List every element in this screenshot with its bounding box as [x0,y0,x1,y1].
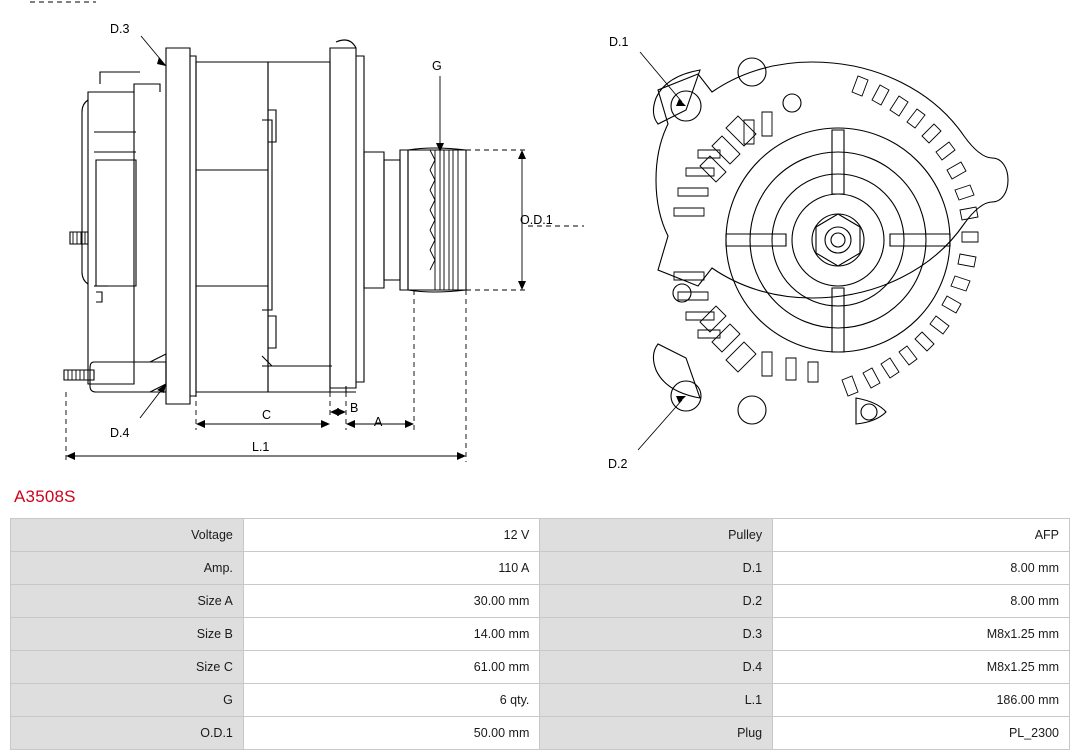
spec-label: D.3 [540,618,773,651]
spec-value: AFP [773,519,1070,552]
callout-d1: D.1 [609,35,629,49]
spec-label: Size C [11,651,244,684]
table-row [11,684,1070,717]
callout-c: C [262,408,272,422]
spec-label: Plug [540,717,773,750]
spec-value: 6 qty. [243,684,540,717]
spec-value: M8x1.25 mm [773,651,1070,684]
alternator-front-view [653,58,1008,424]
side-view-annotations [66,22,584,462]
spec-value: 8.00 mm [773,552,1070,585]
callout-b: B [350,401,359,415]
callout-l1: L.1 [252,440,270,454]
spec-label: Voltage [11,519,244,552]
table-row [11,651,1070,684]
callout-d3: D.3 [110,22,130,36]
callout-a: A [374,415,383,429]
spec-value: 50.00 mm [243,717,540,750]
spec-label: Pulley [540,519,773,552]
spec-value: 186.00 mm [773,684,1070,717]
table-row [11,618,1070,651]
spec-label: Size B [11,618,244,651]
spec-label: Amp. [11,552,244,585]
spec-label: L.1 [540,684,773,717]
part-number: A3508S [14,487,76,506]
spec-label: G [11,684,244,717]
table-row [11,552,1070,585]
callout-od1: O.D.1 [520,213,553,227]
specifications-table [10,518,1070,750]
spec-value: 8.00 mm [773,585,1070,618]
spec-value: PL_2300 [773,717,1070,750]
spec-value: 30.00 mm [243,585,540,618]
callout-d2: D.2 [608,457,628,471]
callout-g: G [432,59,442,73]
spec-label: D.4 [540,651,773,684]
spec-label: D.1 [540,552,773,585]
spec-label: D.2 [540,585,773,618]
spec-label: Size A [11,585,244,618]
spec-value: 61.00 mm [243,651,540,684]
table-row [11,519,1070,552]
specifications-body [11,519,1070,750]
callout-d4: D.4 [110,426,130,440]
spec-value: 12 V [243,519,540,552]
table-row [11,717,1070,750]
spec-value: 110 A [243,552,540,585]
spec-value: M8x1.25 mm [773,618,1070,651]
table-row [11,585,1070,618]
spec-value: 14.00 mm [243,618,540,651]
alternator-side-view [64,40,466,404]
spec-label: O.D.1 [11,717,244,750]
